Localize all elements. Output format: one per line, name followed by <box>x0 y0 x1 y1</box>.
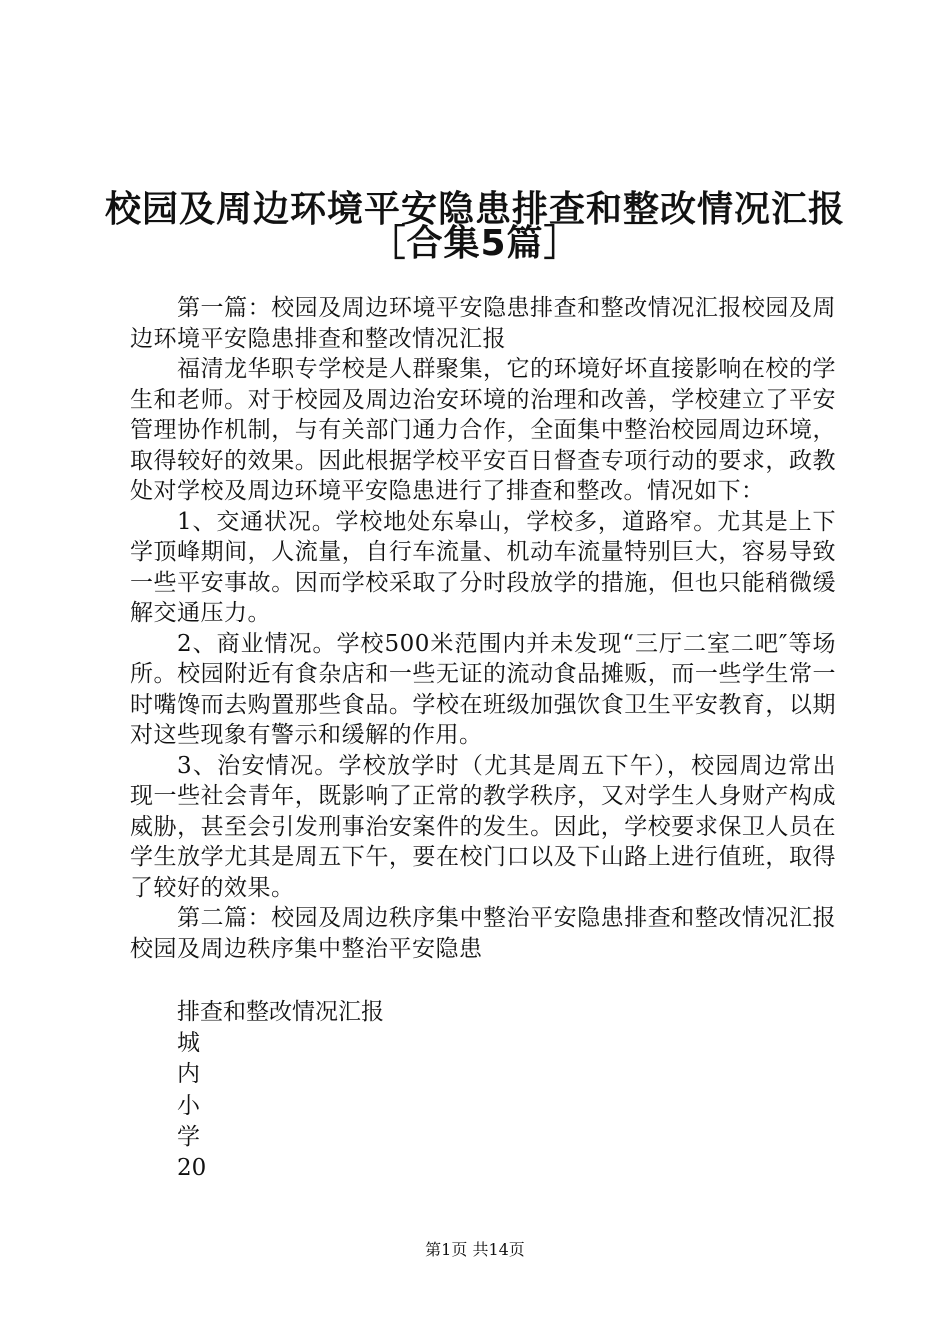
short-line: 学 <box>177 1123 200 1150</box>
paragraph-part-two-heading: 第二篇：校园及周边秩序集中整治平安隐患排查和整改情况汇报校园及周边秩序集中整治平安隐患 <box>130 905 836 962</box>
paragraph-security: 3、治安情况。学校放学时（尤其是周五下午），校园周边常出现一些社会青年，既影响了正常的教学秩序，又对学生人身财产构成威胁，甚至会引发刑事治安案件的发生。因此，学校要求保卫人员在学生放学尤其是周五下午，要在校门口以及下山路上进行值班，取得了较好的效果。 <box>130 752 836 901</box>
page-number-footer: 第1页 共14页 <box>425 1240 525 1259</box>
short-line: 内 <box>177 1061 200 1088</box>
paragraph-part-one-heading: 第一篇：校园及周边环境平安隐患排查和整改情况汇报校园及周边环境平安隐患排查和整改情况汇报 <box>130 295 836 352</box>
short-line: 排查和整改情况汇报 <box>177 999 384 1025</box>
paragraph-commerce: 2、商业情况。学校500米范围内并未发现“三厅二室二吧″等场所。校园附近有食杂店和一些无证的流动食品摊贩，而一些学生常一时嘴馋而去购置那些食品。学校在班级加强饮食卫生平安教育，以期对这些现象有警示和缓解的作用。 <box>130 630 836 748</box>
document-title: 校园及周边环境平安隐患排查和整改情况汇报 <box>104 189 845 230</box>
paragraph-intro: 福清龙华职专学校是人群聚集，它的环境好坏直接影响在校的学生和老师。对于校园及周边治安环境的治理和改善，学校建立了平安管理协作机制，与有关部门通力合作，全面集中整治校园周边环境，取得较好的效果。因此根据学校平安百日督查专项行动的要求，政教处对学校及周边环境平安隐患进行了排查和整改。情况如下： <box>130 356 836 504</box>
document-body <box>130 293 836 964</box>
paragraph-traffic: 1、交通状况。学校地处东皋山，学校多，道路窄。尤其是上下学顶峰期间，人流量，自行车流量、机动车流量特别巨大，容易导致一些平安事故。因而学校采取了分时段放学的措施，但也只能稍微缓解交通压力。 <box>130 508 836 626</box>
short-lines-block <box>177 997 384 1184</box>
short-line: 小 <box>177 1092 200 1119</box>
short-line: 20 <box>177 1155 207 1182</box>
short-line: 城 <box>177 1030 200 1057</box>
document-subtitle: ［合集5篇］ <box>369 223 581 264</box>
